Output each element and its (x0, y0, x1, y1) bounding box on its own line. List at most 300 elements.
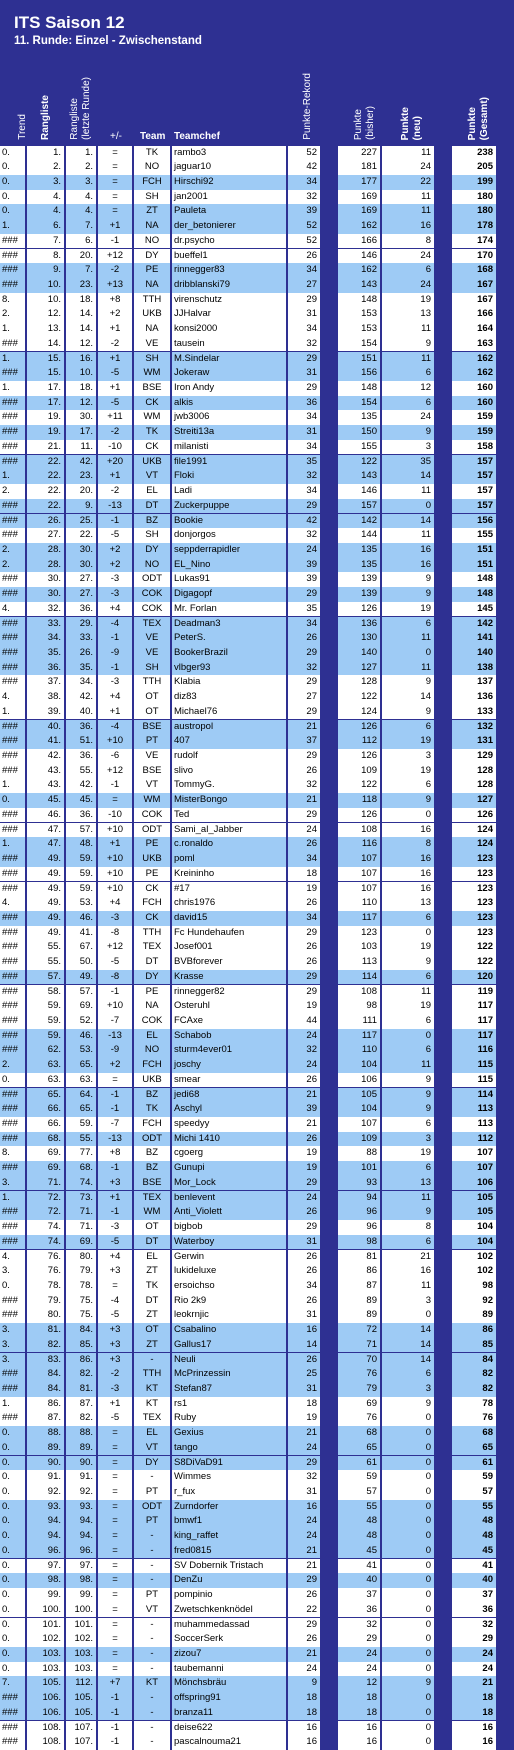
record-points-cell: 26 (288, 940, 320, 955)
previous-rank-cell: 36. (66, 808, 96, 823)
record-points-cell: 18 (288, 1706, 320, 1721)
team-cell: DT (134, 1294, 170, 1309)
trend-cell: 4. (0, 690, 25, 705)
record-points-cell: 24 (288, 1058, 320, 1073)
previous-rank-cell: 90. (66, 1456, 96, 1471)
table-row (0, 484, 514, 499)
table-row (0, 896, 514, 911)
previous-points-cell: 61 (338, 1456, 380, 1471)
record-points-cell: 27 (288, 278, 320, 293)
trend-cell: ### (0, 499, 25, 514)
record-points-cell: 26 (288, 1588, 320, 1603)
rank-cell: 106. (27, 1691, 64, 1706)
total-points-cell: 61 (452, 1456, 496, 1471)
total-points-cell: 167 (452, 293, 496, 308)
previous-points-cell: 93 (338, 1176, 380, 1191)
total-points-cell: 112 (452, 1132, 496, 1147)
new-points-cell: 6 (382, 1367, 434, 1382)
record-points-cell: 22 (288, 1603, 320, 1618)
trend-cell: ### (0, 1721, 25, 1736)
total-points-cell: 57 (452, 1485, 496, 1500)
trend-cell: 0. (0, 1485, 25, 1500)
new-points-cell: 0 (382, 1485, 434, 1500)
previous-rank-cell: 36. (66, 602, 96, 617)
table-row (0, 985, 514, 1000)
trend-cell: 4. (0, 1250, 25, 1265)
team-cell: DY (134, 1456, 170, 1471)
trend-cell: 8. (0, 293, 25, 308)
previous-rank-cell: 18. (66, 381, 96, 396)
total-points-cell: 151 (452, 558, 496, 573)
previous-points-cell: 181 (338, 160, 380, 175)
change-cell: +10 (98, 823, 132, 838)
team-cell: DT (134, 499, 170, 514)
teamchef-cell: jwb3006 (172, 410, 286, 425)
table-row (0, 1220, 514, 1235)
total-points-cell: 82 (452, 1382, 496, 1397)
trend-cell: 0. (0, 1073, 25, 1088)
total-points-cell: 129 (452, 749, 496, 764)
new-points-cell: 9 (382, 587, 434, 602)
table-row (0, 307, 514, 322)
teamchef-cell: Mönchsbräu (172, 1676, 286, 1691)
record-points-cell: 31 (288, 307, 320, 322)
rank-cell: 22. (27, 455, 64, 470)
previous-rank-cell: 55. (66, 764, 96, 779)
record-points-cell: 26 (288, 1132, 320, 1147)
previous-rank-cell: 16. (66, 352, 96, 367)
team-cell: ZT (134, 1264, 170, 1279)
table-row (0, 190, 514, 205)
change-cell: -8 (98, 970, 132, 985)
record-points-cell: 31 (288, 1485, 320, 1500)
trend-cell: ### (0, 646, 25, 661)
previous-rank-cell: 96. (66, 1544, 96, 1559)
rank-cell: 84. (27, 1382, 64, 1397)
team-cell: TEX (134, 1411, 170, 1426)
total-points-cell: 107 (452, 1161, 496, 1176)
previous-rank-cell: 22. (66, 528, 96, 543)
trend-cell: ### (0, 1308, 25, 1323)
previous-points-cell: 143 (338, 278, 380, 293)
total-points-cell: 156 (452, 514, 496, 529)
rank-cell: 78. (27, 1279, 64, 1294)
total-points-cell: 120 (452, 970, 496, 985)
trend-cell: ### (0, 440, 25, 455)
change-cell: -1 (98, 1088, 132, 1103)
change-cell: +1 (98, 322, 132, 337)
table-row (0, 160, 514, 175)
new-points-cell: 3 (382, 1294, 434, 1309)
trend-cell: 0. (0, 1456, 25, 1471)
rank-cell: 27. (27, 528, 64, 543)
new-points-cell: 14 (382, 1353, 434, 1368)
trend-cell: ### (0, 955, 25, 970)
record-points-cell: 21 (288, 1117, 320, 1132)
previous-points-cell: 117 (338, 911, 380, 926)
record-points-cell: 29 (288, 587, 320, 602)
total-points-cell: 48 (452, 1529, 496, 1544)
previous-points-cell: 117 (338, 1029, 380, 1044)
new-points-cell: 13 (382, 307, 434, 322)
record-points-cell: 29 (288, 1456, 320, 1471)
teamchef-cell: fred0815 (172, 1544, 286, 1559)
previous-points-cell: 169 (338, 204, 380, 219)
table-row (0, 1176, 514, 1191)
previous-points-cell: 87 (338, 1279, 380, 1294)
total-points-cell: 102 (452, 1264, 496, 1279)
total-points-cell: 159 (452, 425, 496, 440)
rank-cell: 17. (27, 396, 64, 411)
total-points-cell: 116 (452, 1043, 496, 1058)
previous-points-cell: 156 (338, 366, 380, 381)
change-cell: +13 (98, 278, 132, 293)
previous-rank-cell: 82. (66, 1411, 96, 1426)
previous-rank-cell: 105. (66, 1706, 96, 1721)
previous-points-cell: 107 (338, 852, 380, 867)
rank-cell: 43. (27, 778, 64, 793)
team-cell: ODT (134, 1500, 170, 1515)
previous-rank-cell: 20. (66, 484, 96, 499)
header-trend: Trend (17, 114, 28, 140)
previous-rank-cell: 75. (66, 1294, 96, 1309)
record-points-cell: 36 (288, 396, 320, 411)
team-cell: SH (134, 661, 170, 676)
new-points-cell: 11 (382, 190, 434, 205)
change-cell: +1 (98, 352, 132, 367)
change-cell: -5 (98, 366, 132, 381)
record-points-cell: 24 (288, 1441, 320, 1456)
rank-cell: 63. (27, 1073, 64, 1088)
change-cell: +10 (98, 734, 132, 749)
trend-cell: 3. (0, 1176, 25, 1191)
new-points-cell: 0 (382, 1470, 434, 1485)
trend-cell: ### (0, 882, 25, 897)
team-cell: BSE (134, 764, 170, 779)
teamchef-cell: Hirschi92 (172, 175, 286, 190)
header-plusminus: +/- (110, 131, 122, 142)
teamchef-cell: lukideluxe (172, 1264, 286, 1279)
change-cell: +2 (98, 558, 132, 573)
trend-cell: 1. (0, 352, 25, 367)
previous-rank-cell: 101. (66, 1618, 96, 1633)
previous-rank-cell: 11. (66, 440, 96, 455)
rank-cell: 82. (27, 1338, 64, 1353)
rank-cell: 103. (27, 1647, 64, 1662)
previous-rank-cell: 26. (66, 646, 96, 661)
rank-cell: 40. (27, 720, 64, 735)
change-cell: -5 (98, 1411, 132, 1426)
total-points-cell: 65 (452, 1441, 496, 1456)
team-cell: FCH (134, 175, 170, 190)
change-cell: -2 (98, 1367, 132, 1382)
previous-points-cell: 126 (338, 602, 380, 617)
previous-rank-cell: 86. (66, 1353, 96, 1368)
rank-cell: 66. (27, 1117, 64, 1132)
trend-cell: 0. (0, 1279, 25, 1294)
previous-rank-cell: 12. (66, 396, 96, 411)
total-points-cell: 55 (452, 1500, 496, 1515)
rank-cell: 15. (27, 352, 64, 367)
team-cell: COK (134, 587, 170, 602)
table-row (0, 455, 514, 470)
team-cell: VT (134, 1603, 170, 1618)
trend-cell: 1. (0, 705, 25, 720)
table-row (0, 837, 514, 852)
table-row (0, 1529, 514, 1544)
team-cell: - (134, 1618, 170, 1633)
team-cell: BZ (134, 514, 170, 529)
change-cell: -6 (98, 749, 132, 764)
change-cell: = (98, 146, 132, 161)
previous-points-cell: 68 (338, 1426, 380, 1441)
trend-cell: ### (0, 675, 25, 690)
rank-cell: 43. (27, 764, 64, 779)
team-cell: UKB (134, 307, 170, 322)
record-points-cell: 29 (288, 749, 320, 764)
trend-cell: ### (0, 410, 25, 425)
change-cell: +3 (98, 1264, 132, 1279)
team-cell: OT (134, 1220, 170, 1235)
change-cell: -1 (98, 1721, 132, 1736)
record-points-cell: 26 (288, 1205, 320, 1220)
teamchef-cell: Gunupi (172, 1161, 286, 1176)
rank-cell: 3. (27, 175, 64, 190)
previous-points-cell: 162 (338, 263, 380, 278)
previous-points-cell: 122 (338, 690, 380, 705)
previous-rank-cell: 102. (66, 1632, 96, 1647)
team-cell: COK (134, 602, 170, 617)
teamchef-cell: Gexius (172, 1426, 286, 1441)
record-points-cell: 24 (288, 1514, 320, 1529)
record-points-cell: 29 (288, 1573, 320, 1588)
table-row (0, 1676, 514, 1691)
new-points-cell: 0 (382, 1441, 434, 1456)
teamchef-cell: Mr. Forlan (172, 602, 286, 617)
trend-cell: ### (0, 455, 25, 470)
previous-points-cell: 135 (338, 558, 380, 573)
new-points-cell: 9 (382, 955, 434, 970)
teamchef-cell: deise622 (172, 1721, 286, 1736)
total-points-cell: 157 (452, 484, 496, 499)
team-cell: CK (134, 396, 170, 411)
change-cell: +10 (98, 882, 132, 897)
rank-cell: 49. (27, 882, 64, 897)
previous-points-cell: 108 (338, 985, 380, 1000)
previous-points-cell: 70 (338, 1353, 380, 1368)
change-cell: +10 (98, 852, 132, 867)
change-cell: -1 (98, 1205, 132, 1220)
teamchef-cell: Stefan87 (172, 1382, 286, 1397)
total-points-cell: 78 (452, 1397, 496, 1412)
new-points-cell: 22 (382, 175, 434, 190)
total-points-cell: 136 (452, 690, 496, 705)
total-points-cell: 159 (452, 410, 496, 425)
trend-cell: ### (0, 1102, 25, 1117)
previous-rank-cell: 46. (66, 911, 96, 926)
rank-cell: 32. (27, 602, 64, 617)
trend-cell: 0. (0, 1573, 25, 1588)
total-points-cell: 21 (452, 1676, 496, 1691)
trend-cell: 0. (0, 1544, 25, 1559)
new-points-cell: 19 (382, 734, 434, 749)
previous-points-cell: 109 (338, 764, 380, 779)
trend-cell: 1. (0, 837, 25, 852)
team-cell: CK (134, 911, 170, 926)
team-cell: NO (134, 234, 170, 249)
record-points-cell: 34 (288, 410, 320, 425)
previous-points-cell: 107 (338, 1117, 380, 1132)
previous-rank-cell: 79. (66, 1264, 96, 1279)
rank-cell: 105. (27, 1676, 64, 1691)
rank-cell: 69. (27, 1146, 64, 1161)
team-cell: COK (134, 808, 170, 823)
change-cell: = (98, 1588, 132, 1603)
previous-rank-cell: 35. (66, 661, 96, 676)
previous-rank-cell: 63. (66, 1073, 96, 1088)
rank-cell: 37. (27, 675, 64, 690)
change-cell: -10 (98, 808, 132, 823)
team-cell: - (134, 1573, 170, 1588)
total-points-cell: 16 (452, 1735, 496, 1750)
total-points-cell: 160 (452, 396, 496, 411)
change-cell: +1 (98, 469, 132, 484)
record-points-cell: 29 (288, 1176, 320, 1191)
table-row (0, 1470, 514, 1485)
trend-cell: 8. (0, 1146, 25, 1161)
teamchef-cell: Michael76 (172, 705, 286, 720)
change-cell: -9 (98, 1043, 132, 1058)
teamchef-cell: donjorgos (172, 528, 286, 543)
previous-rank-cell: 73. (66, 1191, 96, 1206)
total-points-cell: 160 (452, 381, 496, 396)
team-cell: NA (134, 999, 170, 1014)
table-row (0, 1264, 514, 1279)
teamchef-cell: TommyG. (172, 778, 286, 793)
rank-cell: 8. (27, 249, 64, 264)
table-row (0, 1706, 514, 1721)
table-row (0, 1088, 514, 1103)
table-row (0, 175, 514, 190)
previous-rank-cell: 20. (66, 249, 96, 264)
new-points-cell: 8 (382, 234, 434, 249)
change-cell: -2 (98, 263, 132, 278)
new-points-cell: 9 (382, 1205, 434, 1220)
record-points-cell: 18 (288, 1691, 320, 1706)
change-cell: +8 (98, 1146, 132, 1161)
total-points-cell: 117 (452, 999, 496, 1014)
team-cell: TK (134, 1279, 170, 1294)
previous-points-cell: 107 (338, 882, 380, 897)
record-points-cell: 24 (288, 823, 320, 838)
new-points-cell: 8 (382, 1220, 434, 1235)
change-cell: +20 (98, 455, 132, 470)
previous-points-cell: 139 (338, 587, 380, 602)
table-row (0, 1029, 514, 1044)
new-points-cell: 14 (382, 1323, 434, 1338)
trend-cell: ### (0, 425, 25, 440)
rank-cell: 72. (27, 1191, 64, 1206)
record-points-cell: 52 (288, 146, 320, 161)
table-row (0, 926, 514, 941)
change-cell: +3 (98, 1338, 132, 1353)
previous-rank-cell: 14. (66, 307, 96, 322)
teamchef-cell: jaguar10 (172, 160, 286, 175)
record-points-cell: 32 (288, 528, 320, 543)
previous-rank-cell: 94. (66, 1514, 96, 1529)
teamchef-cell: Michi 1410 (172, 1132, 286, 1147)
table-row (0, 366, 514, 381)
team-cell: BSE (134, 381, 170, 396)
team-cell: ODT (134, 572, 170, 587)
table-row (0, 1161, 514, 1176)
change-cell: +4 (98, 690, 132, 705)
page-title: ITS Saison 12 (14, 13, 125, 32)
table-row (0, 1102, 514, 1117)
team-cell: PT (134, 1514, 170, 1529)
trend-cell: 0. (0, 1632, 25, 1647)
previous-rank-cell: 112. (66, 1676, 96, 1691)
teamchef-cell: seppderrapidler (172, 543, 286, 558)
team-cell: TTH (134, 293, 170, 308)
trend-cell: ### (0, 263, 25, 278)
team-cell: FCH (134, 1058, 170, 1073)
previous-rank-cell: 7. (66, 219, 96, 234)
team-cell: VE (134, 749, 170, 764)
team-cell: PE (134, 985, 170, 1000)
trend-cell: 2. (0, 543, 25, 558)
change-cell: -1 (98, 661, 132, 676)
change-cell: +3 (98, 1353, 132, 1368)
previous-points-cell: 45 (338, 1544, 380, 1559)
teamchef-cell: Josef001 (172, 940, 286, 955)
record-points-cell: 34 (288, 484, 320, 499)
change-cell: +4 (98, 1250, 132, 1265)
previous-rank-cell: 40. (66, 705, 96, 720)
previous-rank-cell: 53. (66, 896, 96, 911)
previous-rank-cell: 82. (66, 1367, 96, 1382)
previous-points-cell: 108 (338, 823, 380, 838)
previous-points-cell: 98 (338, 1235, 380, 1250)
rank-cell: 66. (27, 1102, 64, 1117)
change-cell: -5 (98, 955, 132, 970)
trend-cell: ### (0, 1367, 25, 1382)
previous-rank-cell: 84. (66, 1323, 96, 1338)
table-row (0, 1426, 514, 1441)
change-cell: -2 (98, 425, 132, 440)
record-points-cell: 52 (288, 219, 320, 234)
new-points-cell: 24 (382, 160, 434, 175)
trend-cell: ### (0, 940, 25, 955)
rank-cell: 10. (27, 278, 64, 293)
rank-cell: 6. (27, 219, 64, 234)
teamchef-cell: Csabalino (172, 1323, 286, 1338)
new-points-cell: 0 (382, 1426, 434, 1441)
previous-points-cell: 18 (338, 1706, 380, 1721)
previous-points-cell: 86 (338, 1264, 380, 1279)
record-points-cell: 26 (288, 631, 320, 646)
change-cell: -13 (98, 1029, 132, 1044)
previous-rank-cell: 4. (66, 190, 96, 205)
total-points-cell: 68 (452, 1426, 496, 1441)
total-points-cell: 84 (452, 1353, 496, 1368)
new-points-cell: 9 (382, 1676, 434, 1691)
teamchef-cell: Neuli (172, 1353, 286, 1368)
team-cell: FCH (134, 896, 170, 911)
new-points-cell: 16 (382, 1264, 434, 1279)
previous-rank-cell: 36. (66, 749, 96, 764)
previous-points-cell: 89 (338, 1294, 380, 1309)
